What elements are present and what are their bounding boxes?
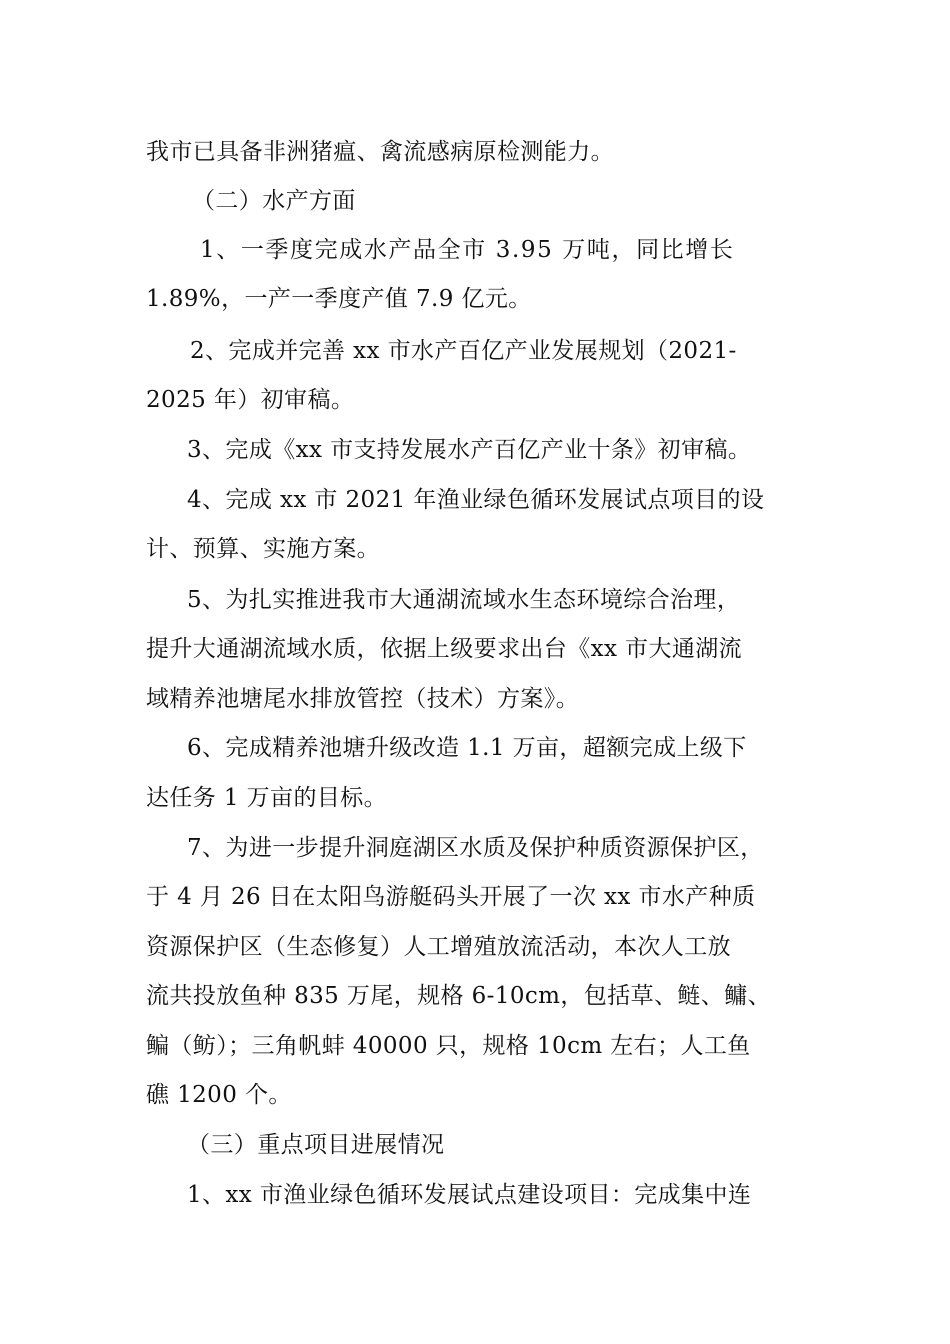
text-line: 2025 年）初审稿。 bbox=[146, 387, 355, 413]
text-line: 于 4 月 26 日在太阳鸟游艇码头开展了一次 xx 市水产种质 bbox=[146, 884, 756, 910]
section-heading: （二）水产方面 bbox=[192, 188, 356, 214]
text-line: 礁 1200 个。 bbox=[146, 1082, 292, 1108]
text-line: 4、完成 xx 市 2021 年渔业绿色循环发展试点项目的设 bbox=[187, 487, 765, 513]
text-line: 流共投放鱼种 835 万尾，规格 6-10cm，包括草、鲢、鳙、 bbox=[146, 983, 771, 1009]
text-line: 域精养池塘尾水排放管控（技术）方案》。 bbox=[146, 686, 580, 712]
text-line: 1、一季度完成水产品全市 3.95 万吨，同比增长 bbox=[200, 237, 735, 263]
text-line: 1.89%，一产一季度产值 7.9 亿元。 bbox=[146, 286, 532, 312]
text-line: 2、完成并完善 xx 市水产百亿产业发展规划（2021- bbox=[190, 338, 737, 364]
text-line: 鳊（鲂）；三角帆蚌 40000 只，规格 10cm 左右；人工鱼 bbox=[146, 1033, 751, 1059]
text-line: 1、xx 市渔业绿色循环发展试点建设项目：完成集中连 bbox=[187, 1182, 752, 1208]
text-line: 我市已具备非洲猪瘟、禽流感病原检测能力。 bbox=[146, 139, 614, 165]
text-line: 达任务 1 万亩的目标。 bbox=[146, 785, 388, 811]
text-line: 7、为进一步提升洞庭湖区水质及保护种质资源保护区， bbox=[187, 835, 764, 861]
section-heading: （三）重点项目进展情况 bbox=[187, 1132, 445, 1158]
text-line: 计、预算、实施方案。 bbox=[146, 536, 380, 562]
text-line: 资源保护区（生态修复）人工增殖放流活动，本次人工放 bbox=[146, 934, 731, 960]
text-line: 提升大通湖流域水质，依据上级要求出台《xx 市大通湖流 bbox=[146, 636, 743, 662]
text-line: 5、为扎实推进我市大通湖流域水生态环境综合治理， bbox=[187, 587, 741, 613]
text-line: 3、完成《xx 市支持发展水产百亿产业十条》初审稿。 bbox=[187, 437, 752, 463]
text-line: 6、完成精养池塘升级改造 1.1 万亩，超额完成上级下 bbox=[187, 735, 747, 761]
